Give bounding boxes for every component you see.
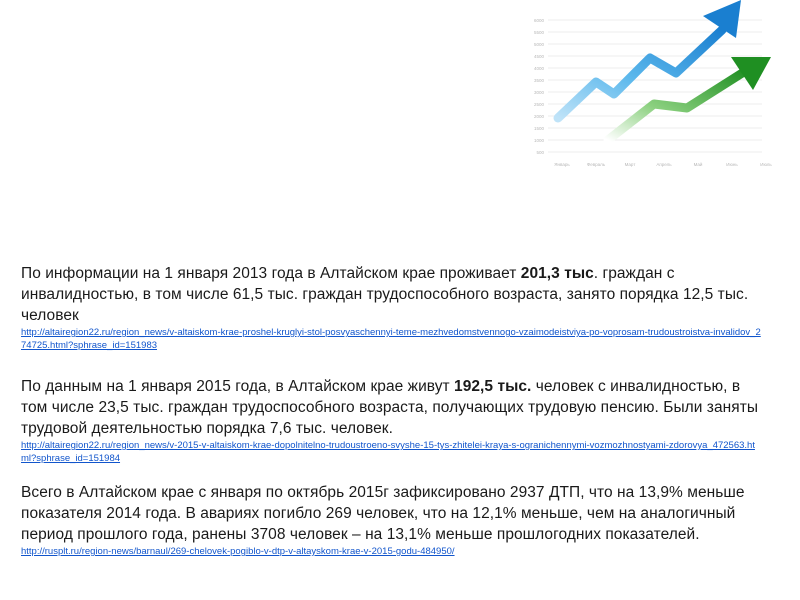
x-tick-label: Апрель [656, 162, 672, 167]
source-link[interactable]: http://rusplt.ru/region-news/barnaul/269-chelovek-pogiblo-v-dtp-v-altayskom-krae-v-2015-godu-484950/ [21, 546, 455, 557]
x-tick-label: Февраль [586, 162, 606, 167]
y-tick-label: 4500 [533, 54, 544, 59]
x-tick-label: Январь [554, 162, 570, 167]
x-tick-label: Март [624, 162, 636, 167]
y-tick-label: 1500 [533, 126, 544, 131]
text-span: человек с инвалидностью, в том числе 23,5 тыс. граждан трудоспособного возраста, получающих трудовую пенсию. Были заняты трудовой деятельностью порядка 7,6 тыс. человек. [21, 378, 759, 437]
text-span: . граждан с инвалидностью, в том числе 61,5 тыс. граждан трудоспособного возраста, занято порядка 12,5 тыс. человек [21, 265, 749, 324]
bold-figure: 192,5 тыс. [454, 378, 532, 395]
y-tick-label: 4000 [533, 66, 544, 71]
y-tick-label: 3000 [533, 90, 544, 95]
text-span: По информации на 1 января 2013 года в Алтайском крае проживает [21, 265, 521, 282]
y-tick-label: 5000 [533, 42, 544, 47]
paragraph-text [21, 263, 761, 326]
text-span: По данным на 1 января 2015 года, в Алтайском крае живут [21, 378, 455, 395]
chart-x-ticks [554, 161, 772, 167]
y-tick-label: 2500 [533, 102, 544, 107]
y-tick-label: 500 [536, 150, 544, 155]
paragraph-2015 [21, 376, 761, 465]
x-tick-label: Июль [760, 162, 772, 167]
paragraph-text [21, 482, 761, 545]
x-tick-label: Май [693, 162, 703, 167]
source-link[interactable]: http://altairegion22.ru/region_news/v-2015-v-altaiskom-krae-dopolnitelno-trudoustroeno-svyshe-15-tys-zhitelei-kraya-s-ogranichennymi-vozmozhnostyami-zdorovya_472563.html?sphrase_id=151984 [21, 440, 755, 464]
y-tick-label: 2000 [533, 114, 544, 119]
text-span: Всего в Алтайском крае с января по октябрь 2015г зафиксировано 2937 ДТП, что на 13,9% меньше показателя 2014 года. В авариях погибло 269 человек, что на 12,1% меньше, чем на аналогичный период прошлого года, ранены 3708 человек – на 13,1% меньше прошлогодних показателей. [21, 484, 745, 543]
y-tick-label: 3500 [533, 78, 544, 83]
x-tick-label: Июнь [726, 162, 738, 167]
paragraph-dtp [21, 482, 761, 559]
y-tick-label: 1000 [533, 138, 544, 143]
chart-y-ticks [534, 18, 545, 155]
rising-arrows-chart-icon [500, 0, 800, 180]
main-content [21, 263, 761, 559]
bold-figure: 201,3 тыс [520, 265, 594, 282]
paragraph-2013 [21, 263, 761, 352]
y-tick-label: 6000 [533, 18, 544, 23]
y-tick-label: 5500 [533, 30, 544, 35]
paragraph-text [21, 376, 761, 439]
source-link[interactable]: http://altairegion22.ru/region_news/v-altaiskom-krae-proshel-kruglyi-stol-posvyaschennyi-teme-mezhvedomstvennogo-vzaimodeistviya-po-voprosam-trudoustroistva-invalidov_274725.html?sphrase_id=151983 [21, 327, 761, 351]
